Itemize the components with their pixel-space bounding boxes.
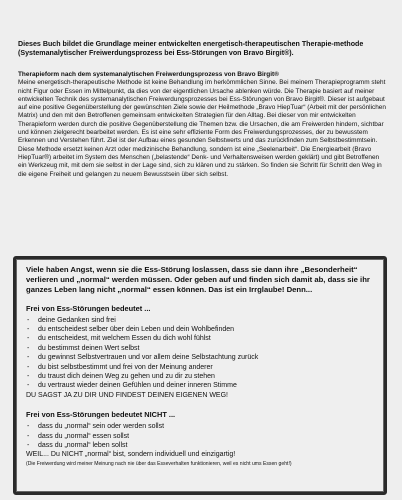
list-item: - du vertraust wieder deinen Gefühlen und deiner inneren Stimme xyxy=(26,381,376,390)
list-item: - deine Gedanken sind frei xyxy=(26,316,376,325)
list-item: - du traust dich deinen Weg zu gehen und zu dir zu stehen xyxy=(26,372,376,381)
method-section xyxy=(18,71,388,179)
list-item: - dass du „normal“ leben sollst xyxy=(26,441,376,450)
free-list xyxy=(26,316,376,391)
list-item: - du entscheidest selber über dein Leben und dein Wohlbefinden xyxy=(26,325,376,334)
footnote: (Die Freiwerdung wird meiner Meinung nach nie über das Esseverhalten funktionieren, weil es nicht ums Essen geht!) xyxy=(26,460,292,467)
not-list xyxy=(26,422,376,450)
list-item: - du bestimmst deinen Wert selbst xyxy=(26,344,376,353)
intro-paragraph: Dieses Buch bildet die Grundlage meiner entwickelten energetisch-therapeutischen Therapie-methode (Systemanalytischer Freiwerdungsprozess bei Ess-Störungen von Bravo Birgit®). xyxy=(18,40,364,58)
list-item: - du gewinnst Selbstvertrauen und vor allem deine Selbstachtung zurück xyxy=(26,353,376,362)
free-closing: DU SAGST JA ZU DIR UND FINDEST DEINEN EIGENEN WEG! xyxy=(26,391,228,399)
method-heading: Therapieform nach dem systemanalytischen Freiwerdungsprozess von Bravo Birgit® xyxy=(18,71,279,78)
box-lead: Viele haben Angst, wenn sie die Ess-Störung loslassen, dass sie dann ihre „Besonderheit“ verlieren und „normal“ werden müssen. Oder geben auf und finden sich damit ab, dass sie ihr ganzes Leben lang nicht „normal“ essen können. Das ist ein Irrglaube! Denn... xyxy=(26,265,370,295)
info-box xyxy=(13,256,387,495)
list-item: - dass du „normal“ essen sollst xyxy=(26,432,376,441)
not-heading: Frei von Ess-Störungen bedeutet NICHT ... xyxy=(26,410,176,420)
method-body: Meine energetisch-therapeutische Methode ist keine Behandlung im herkömmlichen Sinne. Bei meinem Therapieprogramm steht nicht Figur oder Essen im Mittelpunkt, da dies von der eigentlichen Ursache ablenken würde. Die Therapie basiert auf meiner entwickelten Technik des systemanalytischen Freiwerdungsprozesses bei Ess-Störungen von Bravo Birgit®. Dieser ist aufgebaut auf eine positive Gegenüberstellung der gewünschten Ziele sowie der Heilmethode „Bravo HiepTuar“ (Arbeit mit der persönlichen Matrix) und den mit den Betroffenen gemeinsam entwickelten Strategien für den Alltag. Bei dieser von mir entwickelten Therapieform werden durch die positive Gegenüberstellung die Themen bzw. die Ursachen, die am Freiwerden hindern, sichtbar und können zielgerecht bearbeitet werden. Es ist eine sehr effiziente Form des Freiwerdungsprozesses, der zu bewusstem Erkennen und Verstehen führt. Ziel ist der Aufbau eines gesunden Selbstwerts und das zurückfinden zum Selbstbestimmtsein. Diese Methode ersetzt keinen Arzt oder medizinische Behandlung, sondern ist eine „Seelenarbeit“. Die Energiearbeit (Bravo HiepTuar®) arbeitet im System des Menschen („belastende“ Denk- und Verhaltensweisen werden geklärt) und gibt Betroffenen ein Werkzeug mit, mit dem sie selbst in der Lage sind, sich zu klären und zu stärken. So finden sie Schritt für Schritt den Weg in die eigene Freiheit und gelangen zu neuem Bewusstsein über sich selbst. xyxy=(18,79,386,178)
not-closing: WEIL... Du NICHT „normal“ bist, sondern individuell und einzigartig! xyxy=(26,451,236,459)
list-item: - du entscheidest, mit welchem Essen du dich wohl fühlst xyxy=(26,334,376,343)
free-heading: Frei von Ess-Störungen bedeutet ... xyxy=(26,303,151,313)
list-item: - du bist selbstbestimmt und frei von der Meinung anderer xyxy=(26,363,376,372)
list-item: - dass du „normal“ sein oder werden sollst xyxy=(26,422,376,431)
